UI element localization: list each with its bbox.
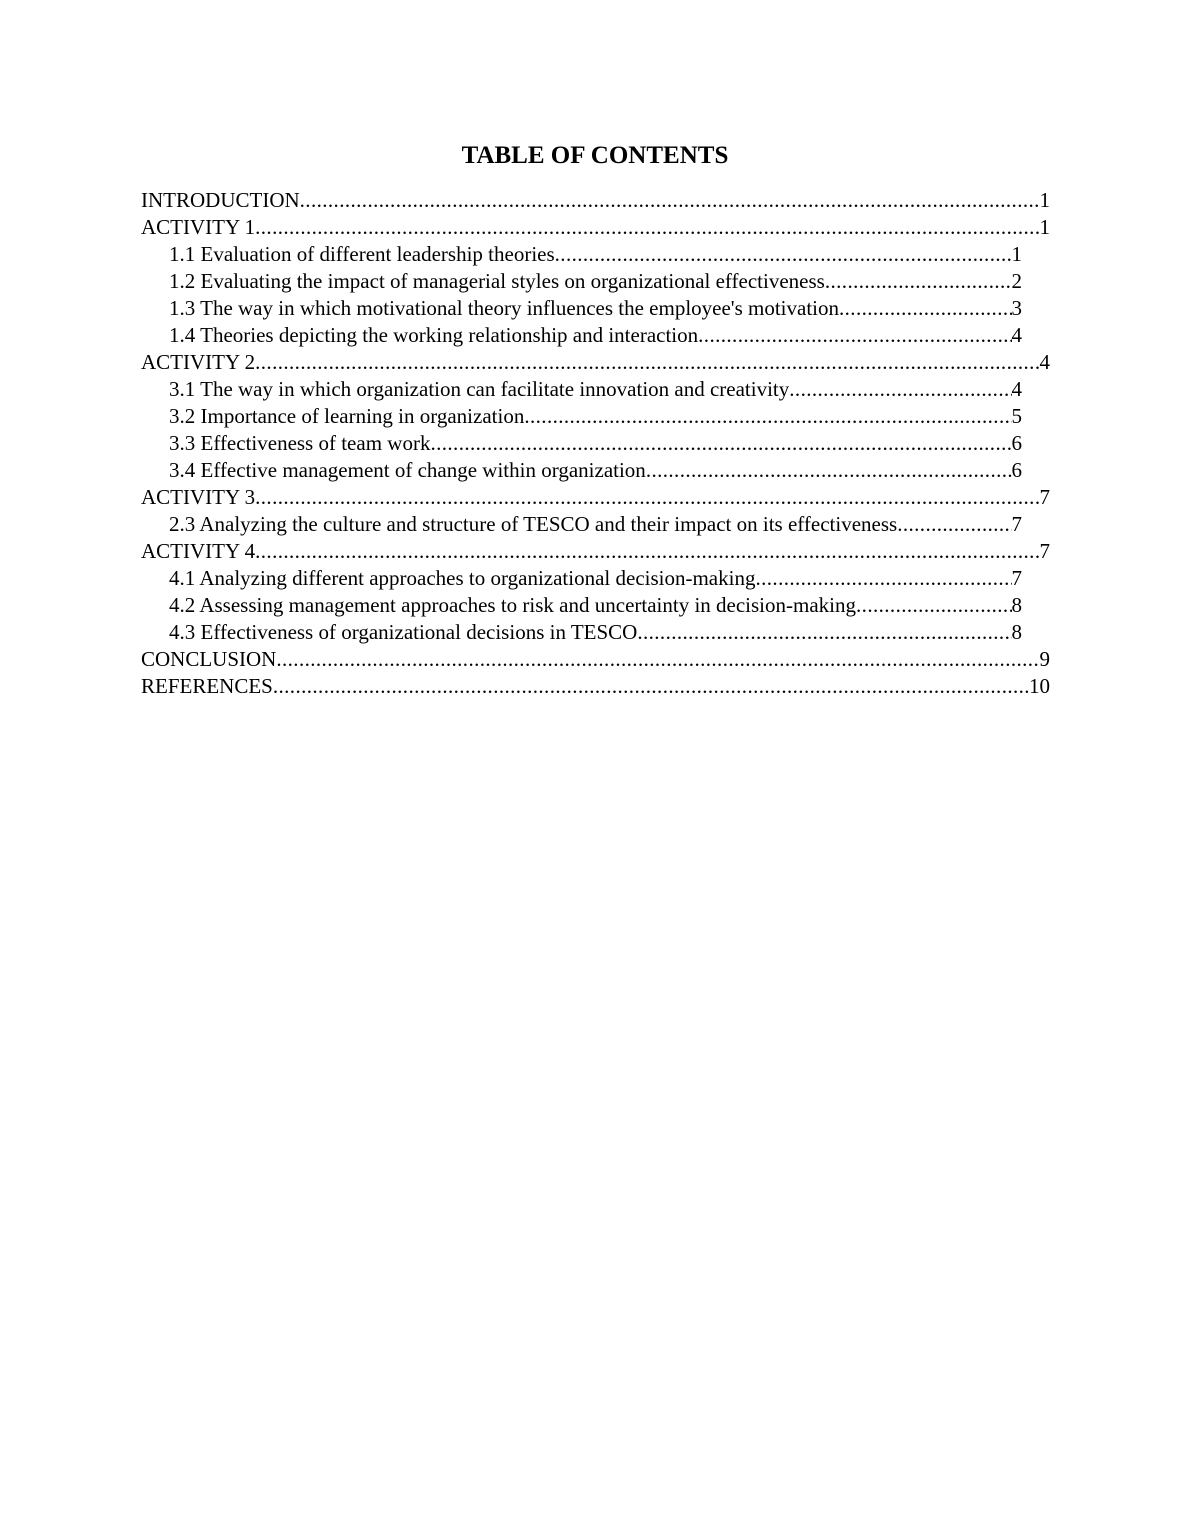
toc-list [141, 187, 1050, 700]
toc-title: TABLE OF CONTENTS [461, 142, 729, 169]
toc-entry-page-number: 7 [1011, 512, 1022, 536]
toc-entry-label: ACTIVITY 2 [141, 350, 256, 374]
toc-entry[interactable] [141, 241, 1022, 268]
toc-entry-page-number: 1 [1011, 242, 1022, 266]
toc-entry[interactable] [141, 349, 1050, 376]
toc-entry-label: ACTIVITY 3 [141, 485, 256, 509]
toc-entry-label: 1.3 The way in which motivational theory influences the employee's motivation [169, 296, 839, 320]
toc-dot-leader [255, 214, 1039, 241]
toc-entry-label: 1.1 Evaluation of different leadership theories [169, 242, 555, 266]
toc-entry-label: INTRODUCTION [141, 188, 300, 212]
toc-entry-page-number: 4 [1011, 377, 1022, 401]
toc-entry-page-number: 7 [1039, 485, 1050, 509]
toc-entry[interactable] [141, 484, 1050, 511]
toc-entry-page-number: 9 [1039, 647, 1050, 671]
toc-entry-page-number: 1 [1039, 215, 1050, 239]
toc-entry-label: 3.2 Importance of learning in organization [169, 404, 525, 428]
toc-entry[interactable] [141, 214, 1050, 241]
toc-entry-page-number: 4 [1039, 350, 1050, 374]
toc-entry-label: ACTIVITY 4 [141, 539, 256, 563]
toc-dot-leader [755, 565, 1011, 592]
toc-entry[interactable] [141, 322, 1022, 349]
toc-entry[interactable] [141, 268, 1022, 295]
toc-dot-leader [839, 295, 1012, 322]
toc-entry-label: 4.3 Effectiveness of organizational decisions in TESCO [169, 620, 638, 644]
toc-entry-label: 4.2 Assessing management approaches to risk and uncertainty in decision-making [169, 593, 857, 617]
toc-dot-leader [646, 457, 1012, 484]
toc-entry-label: REFERENCES [141, 674, 273, 698]
toc-dot-leader [300, 187, 1040, 214]
toc-entry[interactable] [141, 511, 1022, 538]
toc-entry[interactable] [141, 565, 1022, 592]
toc-dot-leader [255, 349, 1039, 376]
toc-dot-leader [825, 268, 1012, 295]
toc-dot-leader [856, 592, 1011, 619]
toc-entry-page-number: 8 [1011, 620, 1022, 644]
toc-entry[interactable] [141, 457, 1022, 484]
toc-entry-page-number: 1 [1039, 188, 1050, 212]
toc-entry-label: 1.2 Evaluating the impact of managerial styles on organizational effectiveness [169, 269, 825, 293]
toc-dot-leader [276, 646, 1039, 673]
toc-entry-page-number: 7 [1039, 539, 1050, 563]
toc-entry-page-number: 2 [1011, 269, 1022, 293]
toc-entry-label: ACTIVITY 1 [141, 215, 256, 239]
toc-dot-leader [524, 403, 1011, 430]
toc-entry-label: 2.3 Analyzing the culture and structure of TESCO and their impact on its effectiveness [169, 512, 898, 536]
toc-entry-page-number: 10 [1029, 674, 1050, 698]
toc-dot-leader [273, 673, 1029, 700]
toc-entry-page-number: 6 [1011, 458, 1022, 482]
toc-entry-label: 4.1 Analyzing different approaches to organizational decision-making [169, 566, 756, 590]
toc-dot-leader [789, 376, 1011, 403]
toc-entry[interactable] [141, 430, 1022, 457]
toc-dot-leader [555, 241, 1012, 268]
toc-entry[interactable] [141, 646, 1050, 673]
toc-entry-page-number: 3 [1011, 296, 1022, 320]
toc-entry[interactable] [141, 376, 1022, 403]
toc-entry-label: 3.1 The way in which organization can facilitate innovation and creativity [169, 377, 790, 401]
toc-entry-page-number: 8 [1011, 593, 1022, 617]
toc-entry-page-number: 4 [1011, 323, 1022, 347]
toc-dot-leader [637, 619, 1011, 646]
toc-dot-leader [430, 430, 1011, 457]
toc-entry[interactable] [141, 619, 1022, 646]
toc-entry[interactable] [141, 673, 1050, 700]
toc-entry-label: 1.4 Theories depicting the working relationship and interaction [169, 323, 699, 347]
toc-dot-leader [698, 322, 1011, 349]
toc-entry[interactable] [141, 403, 1022, 430]
toc-entry-label: CONCLUSION [141, 647, 277, 671]
toc-entry[interactable] [141, 538, 1050, 565]
toc-dot-leader [255, 538, 1039, 565]
toc-entry-page-number: 5 [1011, 404, 1022, 428]
toc-entry[interactable] [141, 592, 1022, 619]
toc-entry-page-number: 7 [1011, 566, 1022, 590]
toc-entry-label: 3.4 Effective management of change within organization [169, 458, 646, 482]
toc-dot-leader [897, 511, 1011, 538]
toc-entry-page-number: 6 [1011, 431, 1022, 455]
toc-dot-leader [255, 484, 1039, 511]
toc-entry[interactable] [141, 187, 1050, 214]
toc-entry[interactable] [141, 295, 1022, 322]
toc-entry-label: 3.3 Effectiveness of team work [169, 431, 431, 455]
